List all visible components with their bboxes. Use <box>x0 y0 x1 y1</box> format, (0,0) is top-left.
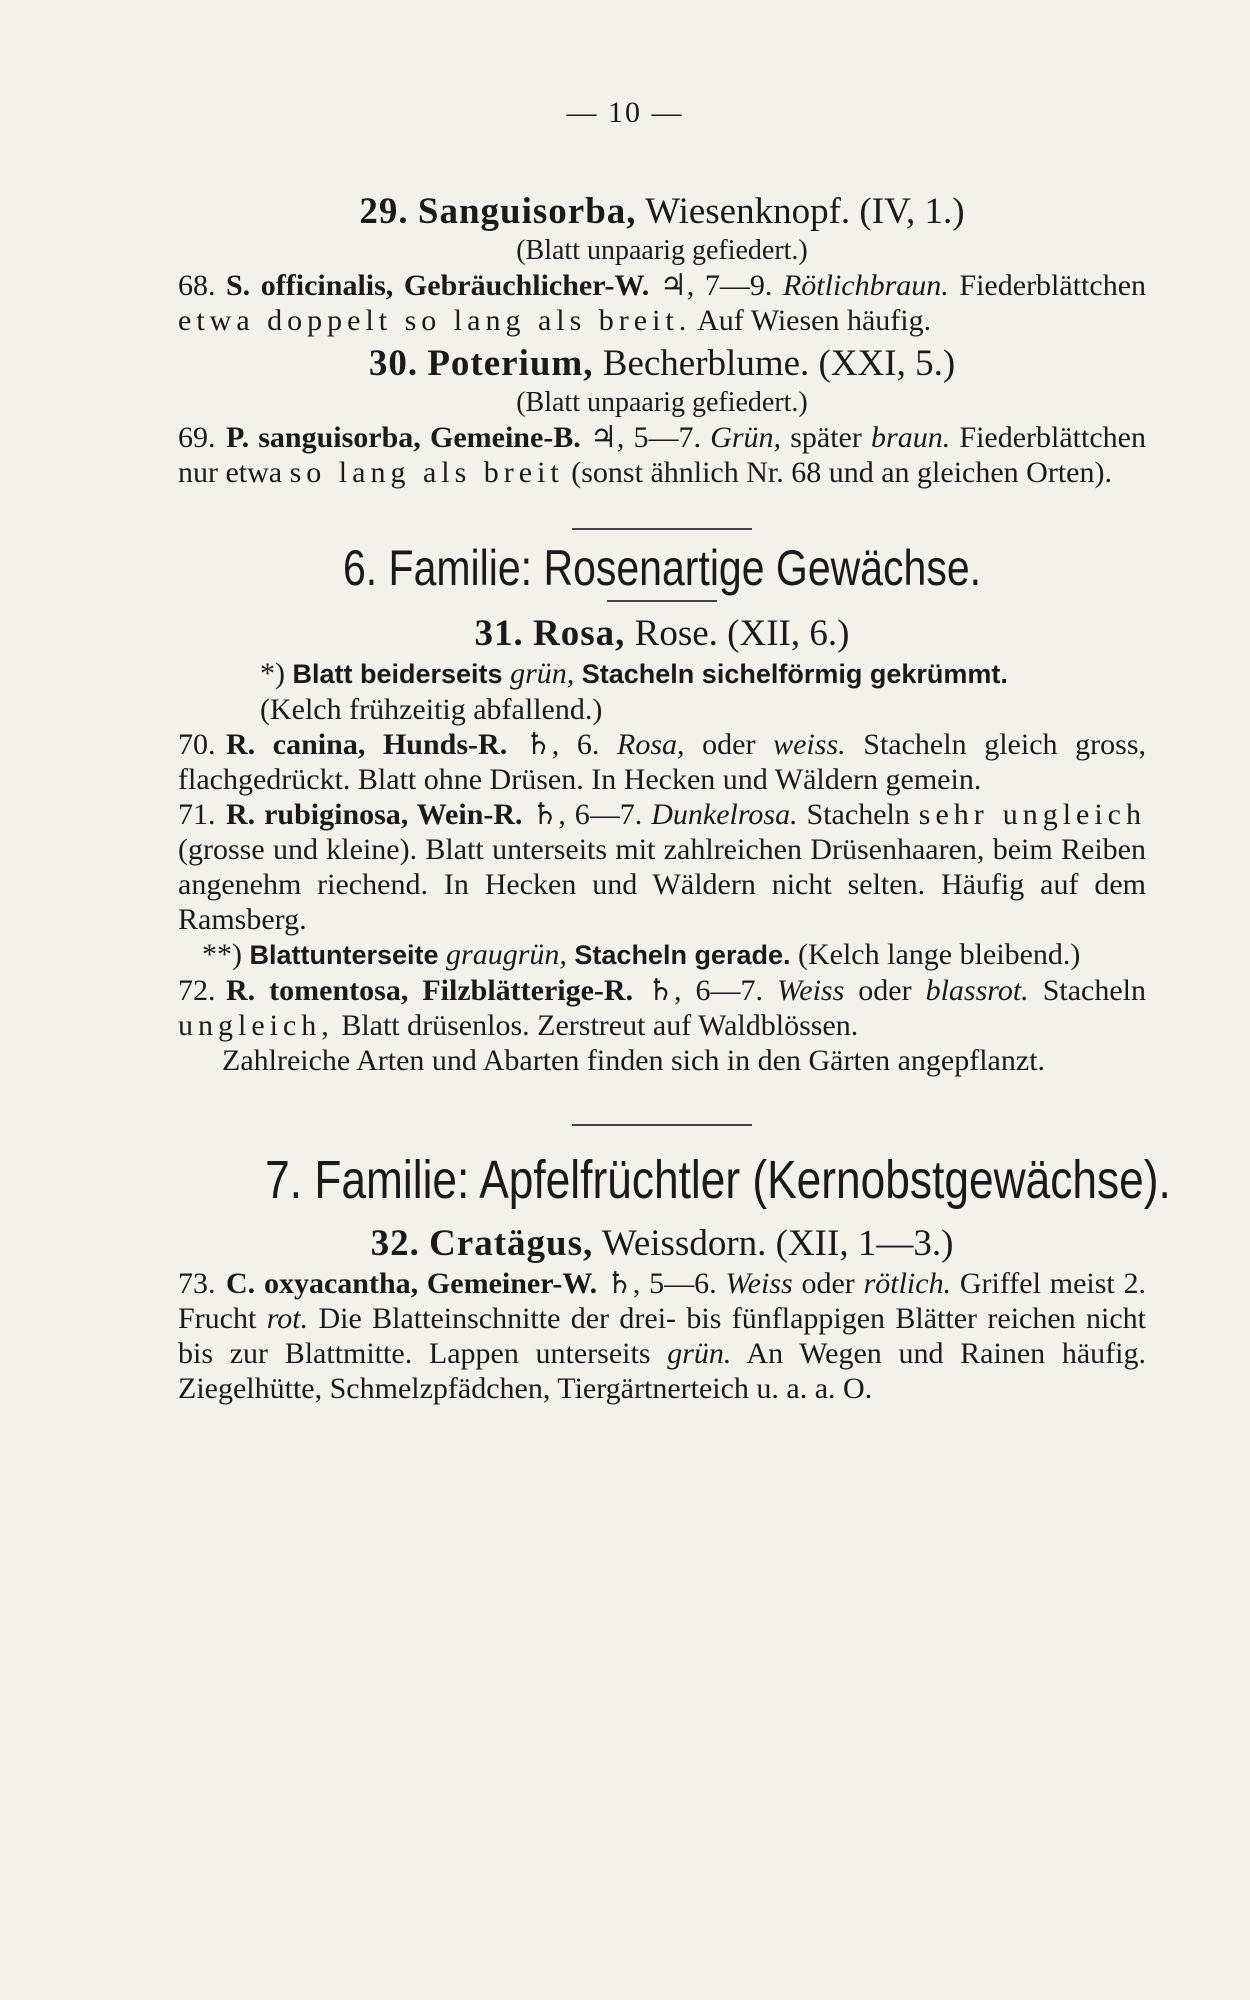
genus-heading-rosa: 31. Rosa, Rose. (XII, 6.) <box>474 613 850 654</box>
genus-subtitle: (Blatt unpaarig gefiedert.) <box>516 235 808 266</box>
species-entry-68: 68. S. officinalis, Gebräuchlicher-W. ♃, 7—9. Rötlichbraun. Fiederblättchen etwa doppelt so lang als breit. Auf Wiesen häufig. <box>178 269 1147 337</box>
family-heading-6: 6. Familie: Rosenartige Gewächse. <box>342 540 982 596</box>
key-note-2: **) Blattunterseite graugrün, Stacheln gerade. (Kelch lange bleibend.) <box>202 938 1081 971</box>
page-content <box>178 190 1171 1406</box>
heading-underline <box>607 600 717 602</box>
key-note-1-sub: (Kelch frühzeitig abfallend.) <box>260 693 603 726</box>
genus-heading-crataegus: 32. Cratägus, Weissdorn. (XII, 1—3.) <box>370 1223 954 1264</box>
section-divider <box>572 528 752 530</box>
genus-subtitle: (Blatt unpaarig gefiedert.) <box>516 387 808 418</box>
species-entry-71: 71. R. rubiginosa, Wein-R. ♄, 6—7. Dunkelrosa. Stacheln sehr ungleich (grosse und kleine). Blatt unterseits mit zahlreichen Drüsenhaaren, beim Reiben angenehm riechend. In Hecken und Wäldern nicht selten. Häufig auf dem Ramsberg. <box>178 798 1146 936</box>
species-entry-70: 70. R. canina, Hunds-R. ♄, 6. Rosa, oder weiss. Stacheln gleich gross, flachgedrückt. Blatt ohne Drüsen. In Hecken und Wäldern gemein. <box>178 728 1146 796</box>
species-entry-72: 72. R. tomentosa, Filzblätterige-R. ♄, 6—7. Weiss oder blassrot. Stacheln ungleich, Blatt drüsenlos. Zerstreut auf Waldblössen. <box>178 974 1146 1042</box>
family-heading-7: 7. Familie: Apfelfrüchtler (Kernobstgewächse). <box>265 1150 1171 1210</box>
key-note-1: *) Blatt beiderseits grün, Stacheln sichelförmig gekrümmt. <box>260 657 1008 690</box>
genus-heading-sanguisorba: 29. Sanguisorba, Wiesenknopf. (IV, 1.) <box>359 191 965 232</box>
species-entry-69: 69. P. sanguisorba, Gemeine-B. ♃, 5—7. Grün, später braun. Fiederblättchen nur etwa so lang als breit (sonst ähnlich Nr. 68 und an gleichen Orten). <box>178 421 1146 489</box>
page-number: — 10 — <box>566 96 684 129</box>
genus-heading-poterium: 30. Poterium, Becherblume. (XXI, 5.) <box>368 343 956 384</box>
paragraph-garden-note: Zahlreiche Arten und Abarten finden sich in den Gärten angepflanzt. <box>222 1044 1046 1077</box>
section-divider <box>572 1124 752 1126</box>
species-entry-73: 73. C. oxyacantha, Gemeiner-W. ♄, 5—6. Weiss oder rötlich. Griffel meist 2. Frucht rot. Die Blatteinschnitte der drei- bis fünflappigen Blätter reichen nicht bis zur Blattmitte. Lappen unterseits grün. An Wegen und Rainen häufig. Ziegelhütte, Schmelzpfädchen, Tiergärtnerteich u. a. a. O. <box>178 1267 1147 1405</box>
